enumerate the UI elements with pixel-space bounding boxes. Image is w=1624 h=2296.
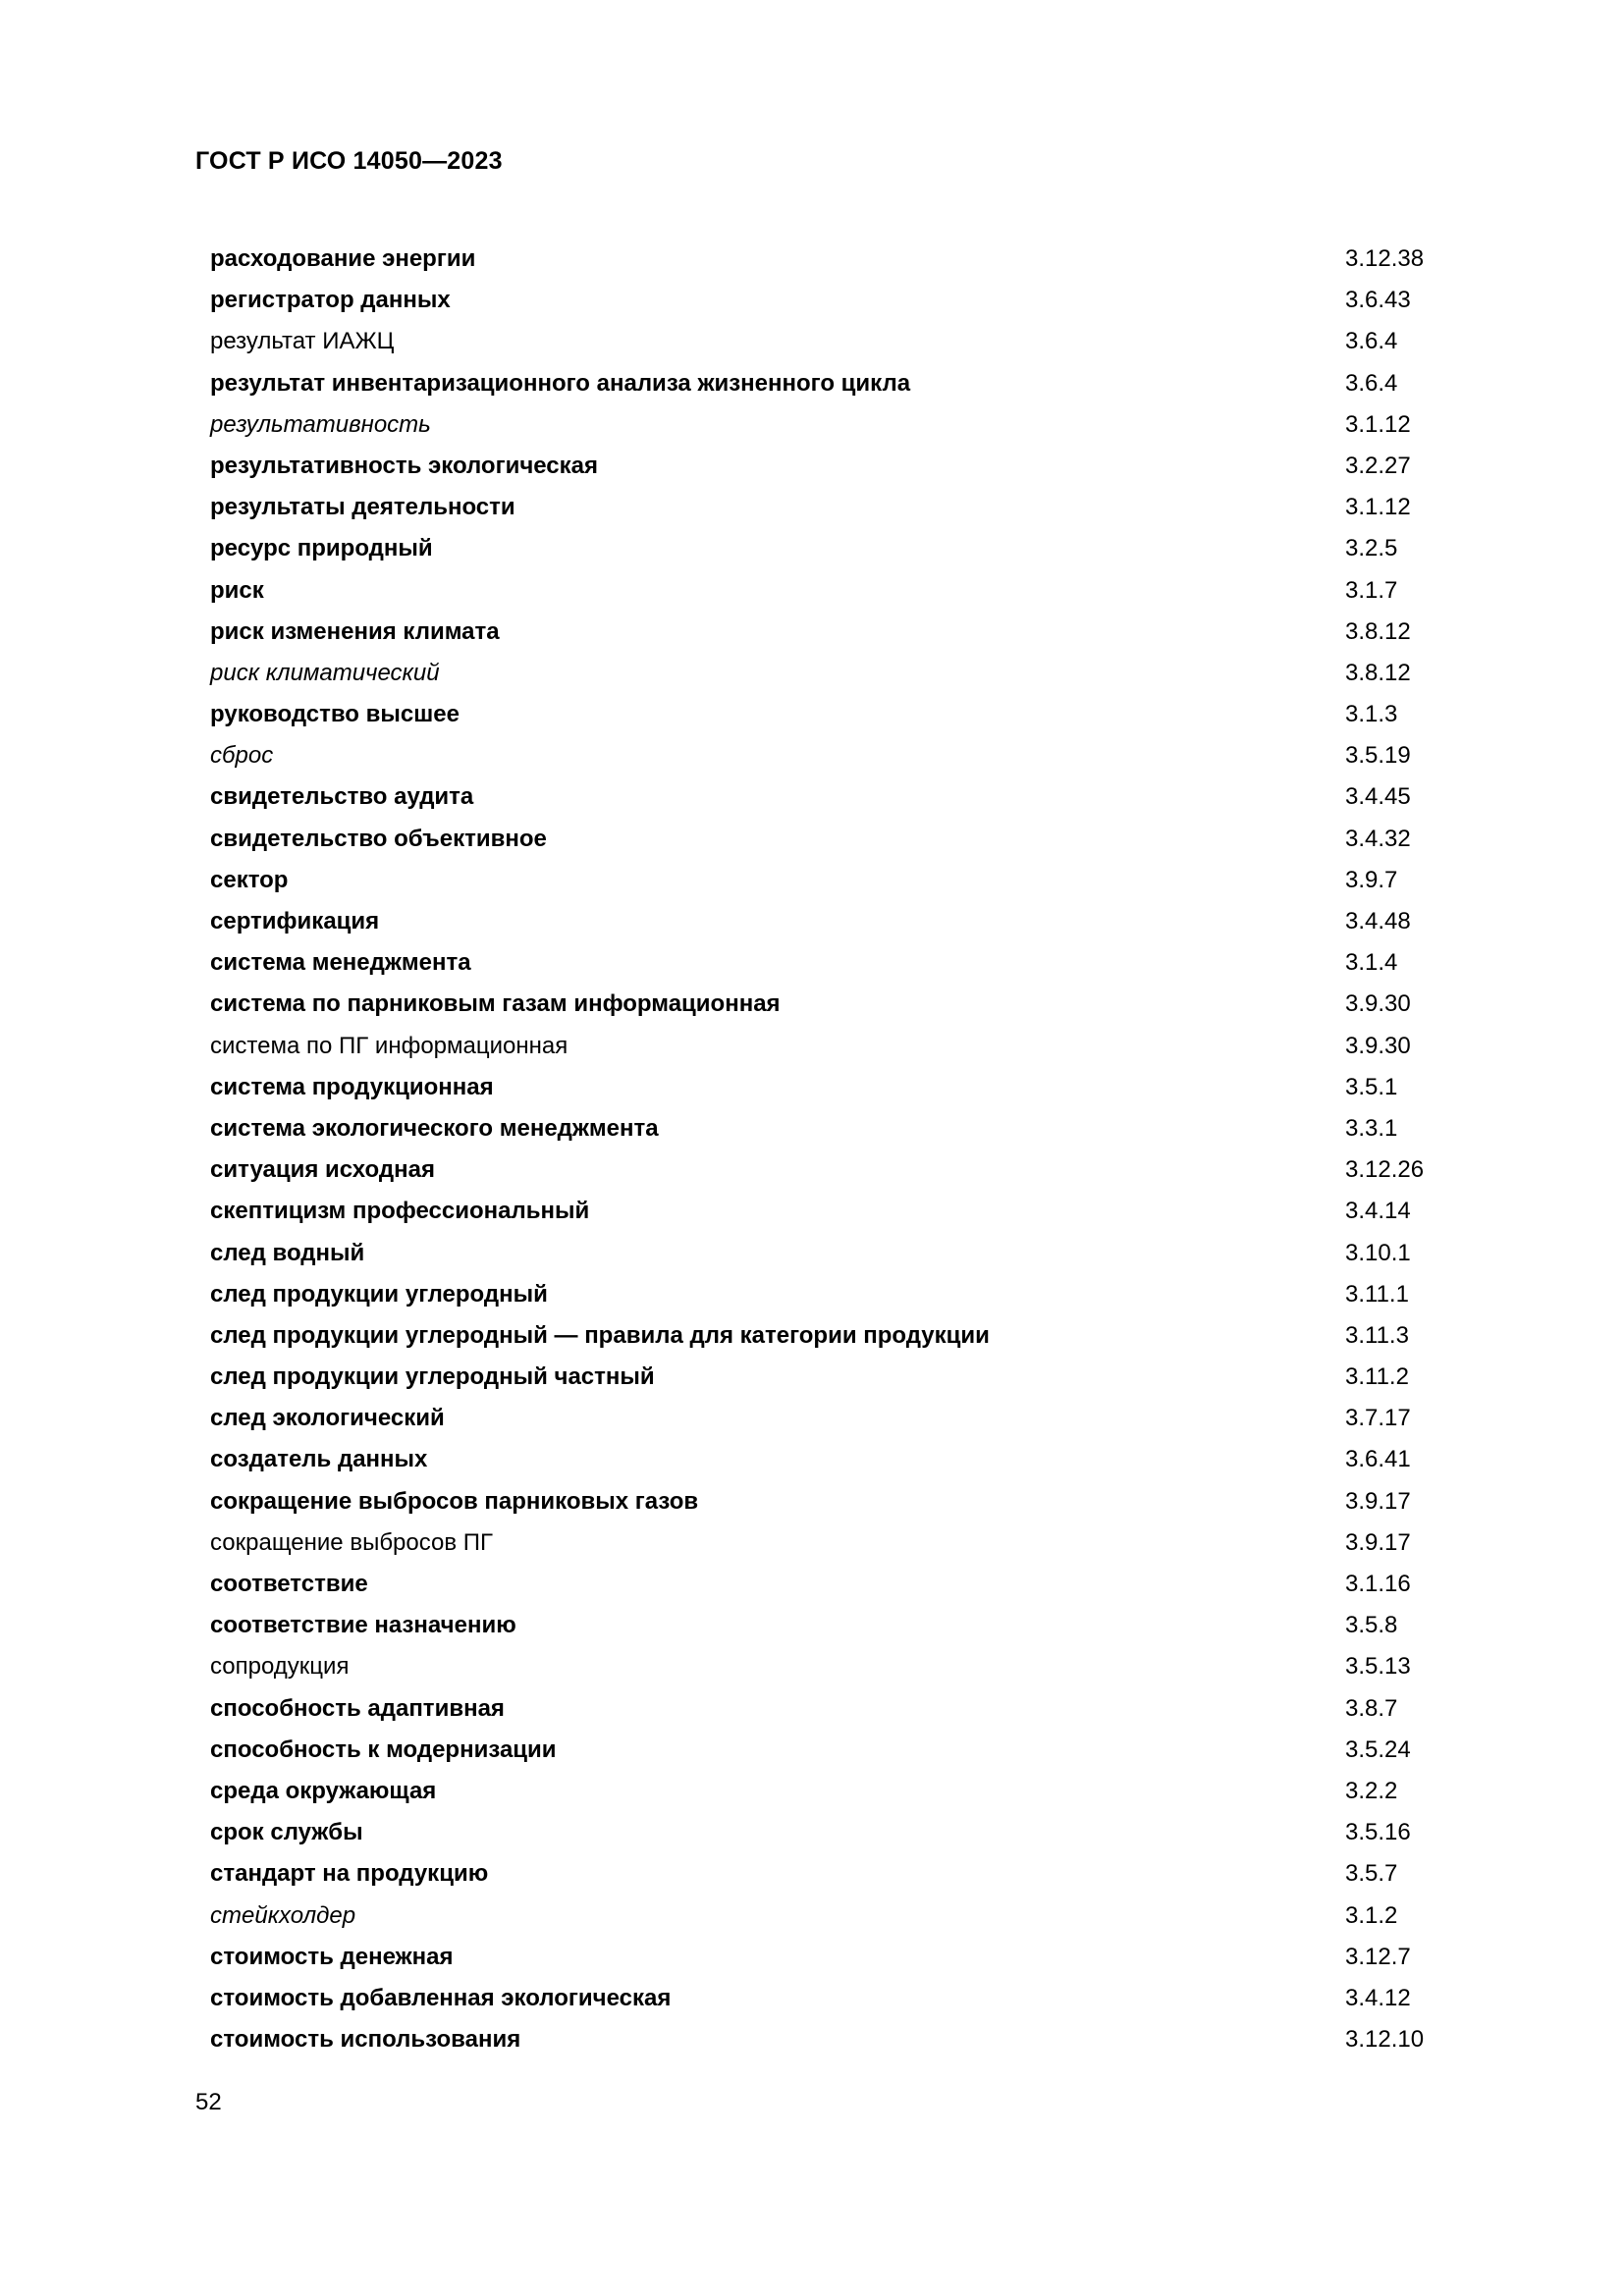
index-entry — [0, 901, 1624, 942]
index-term: результат ИАЖЦ — [210, 328, 395, 355]
index-reference-number: 3.1.12 — [1345, 410, 1411, 438]
index-entry — [0, 487, 1624, 528]
index-entry — [0, 942, 1624, 984]
index-reference-number: 3.1.3 — [1345, 701, 1398, 728]
index-term: сокращение выбросов ПГ — [210, 1528, 494, 1556]
index-term: способность адаптивная — [210, 1694, 505, 1722]
index-reference-number: 3.3.1 — [1345, 1114, 1398, 1142]
index-reference-number: 3.11.3 — [1345, 1321, 1409, 1349]
index-reference-number: 3.1.2 — [1345, 1901, 1398, 1929]
index-term: свидетельство объективное — [210, 825, 547, 852]
index-term: сектор — [210, 866, 289, 893]
index-entry — [0, 860, 1624, 901]
index-term: результаты деятельности — [210, 494, 515, 521]
index-reference-number: 3.4.12 — [1345, 1984, 1411, 2011]
index-entry — [0, 694, 1624, 735]
index-term: риск изменения климата — [210, 617, 500, 645]
index-reference-number: 3.5.7 — [1345, 1860, 1398, 1888]
index-term: риск климатический — [210, 659, 440, 686]
index-reference-number: 3.2.2 — [1345, 1777, 1398, 1804]
index-entry — [0, 1937, 1624, 1978]
index-term: система по ПГ информационная — [210, 1032, 568, 1059]
index-entry — [0, 1688, 1624, 1730]
index-term: система продукционная — [210, 1073, 494, 1100]
index-entry — [0, 1149, 1624, 1191]
index-reference-number: 3.11.2 — [1345, 1363, 1409, 1391]
index-reference-number: 3.12.10 — [1345, 2026, 1425, 2054]
term-index-list — [0, 239, 1624, 2060]
index-entry — [0, 1439, 1624, 1480]
index-reference-number: 3.9.17 — [1345, 1528, 1411, 1556]
index-term: срок службы — [210, 1819, 363, 1846]
index-term: регистратор данных — [210, 287, 451, 314]
index-reference-number: 3.12.7 — [1345, 1943, 1411, 1970]
index-term: след продукции углеродный — [210, 1280, 548, 1308]
index-reference-number: 3.1.7 — [1345, 576, 1398, 604]
index-term: сброс — [210, 742, 274, 770]
index-reference-number: 3.5.13 — [1345, 1653, 1411, 1681]
index-term: руководство высшее — [210, 701, 460, 728]
index-term: сокращение выбросов парниковых газов — [210, 1487, 699, 1515]
index-reference-number: 3.4.14 — [1345, 1198, 1411, 1225]
index-reference-number: 3.5.1 — [1345, 1073, 1398, 1100]
index-term: способность к модернизации — [210, 1735, 557, 1763]
index-term: создатель данных — [210, 1446, 428, 1473]
index-term: риск — [210, 576, 264, 604]
index-term: след экологический — [210, 1405, 445, 1432]
index-term: система по парниковым газам информационная — [210, 990, 781, 1018]
index-term: скептицизм профессиональный — [210, 1198, 590, 1225]
index-entry — [0, 321, 1624, 362]
index-reference-number: 3.1.4 — [1345, 949, 1398, 977]
index-reference-number: 3.6.4 — [1345, 328, 1398, 355]
index-term: сертификация — [210, 908, 380, 934]
index-reference-number: 3.5.19 — [1345, 742, 1411, 770]
document-header: ГОСТ Р ИСО 14050—2023 — [195, 147, 503, 175]
index-term: стейкхолдер — [210, 1901, 356, 1929]
index-entry — [0, 612, 1624, 653]
index-entry — [0, 570, 1624, 612]
index-reference-number: 3.6.4 — [1345, 369, 1398, 397]
index-term: стоимость использования — [210, 2026, 521, 2054]
index-entry — [0, 1812, 1624, 1853]
index-term: система экологического менеджмента — [210, 1114, 659, 1142]
index-entry — [0, 819, 1624, 860]
index-term: результативность экологическая — [210, 452, 599, 479]
index-reference-number: 3.1.12 — [1345, 494, 1411, 521]
index-reference-number: 3.1.16 — [1345, 1571, 1411, 1597]
index-term: соответствие назначению — [210, 1612, 516, 1639]
index-entry — [0, 1646, 1624, 1687]
index-term: ресурс природный — [210, 535, 433, 562]
index-entry — [0, 2019, 1624, 2060]
index-term: расходование энергии — [210, 245, 476, 272]
index-entry — [0, 1730, 1624, 1771]
index-reference-number: 3.8.12 — [1345, 659, 1411, 686]
index-reference-number: 3.5.8 — [1345, 1612, 1398, 1639]
index-reference-number: 3.2.27 — [1345, 452, 1411, 479]
index-term: результативность — [210, 410, 431, 438]
index-reference-number: 3.8.7 — [1345, 1694, 1398, 1722]
index-term: сопродукция — [210, 1653, 350, 1681]
index-reference-number: 3.4.45 — [1345, 783, 1411, 811]
index-entry — [0, 776, 1624, 818]
index-entry — [0, 1564, 1624, 1605]
index-reference-number: 3.6.41 — [1345, 1446, 1411, 1473]
index-term: результат инвентаризационного анализа жизненного цикла — [210, 369, 911, 397]
index-reference-number: 3.9.30 — [1345, 1032, 1411, 1059]
index-reference-number: 3.12.38 — [1345, 245, 1425, 272]
index-entry — [0, 1481, 1624, 1522]
index-reference-number: 3.7.17 — [1345, 1405, 1411, 1432]
index-entry — [0, 1108, 1624, 1149]
index-term: свидетельство аудита — [210, 783, 474, 811]
index-entry — [0, 528, 1624, 569]
index-entry — [0, 1026, 1624, 1067]
index-entry — [0, 1315, 1624, 1357]
index-reference-number: 3.5.24 — [1345, 1735, 1411, 1763]
index-entry — [0, 239, 1624, 280]
index-term: стандарт на продукцию — [210, 1860, 489, 1888]
index-reference-number: 3.9.7 — [1345, 866, 1398, 893]
index-entry — [0, 984, 1624, 1025]
index-entry — [0, 735, 1624, 776]
index-reference-number: 3.4.32 — [1345, 825, 1411, 852]
index-entry — [0, 653, 1624, 694]
index-term: след продукции углеродный частный — [210, 1363, 655, 1391]
index-term: стоимость добавленная экологическая — [210, 1984, 672, 2011]
index-entry — [0, 1357, 1624, 1398]
index-reference-number: 3.9.30 — [1345, 990, 1411, 1018]
index-entry — [0, 1605, 1624, 1646]
index-entry — [0, 1771, 1624, 1812]
index-entry — [0, 446, 1624, 487]
index-entry — [0, 1398, 1624, 1439]
index-term: след водный — [210, 1239, 365, 1266]
index-term: ситуация исходная — [210, 1156, 435, 1184]
index-term: соответствие — [210, 1571, 368, 1597]
index-reference-number: 3.12.26 — [1345, 1156, 1425, 1184]
index-reference-number: 3.4.48 — [1345, 908, 1411, 934]
index-entry — [0, 1853, 1624, 1895]
index-reference-number: 3.11.1 — [1345, 1280, 1409, 1308]
index-term: след продукции углеродный — правила для категории продукции — [210, 1321, 990, 1349]
index-reference-number: 3.5.16 — [1345, 1819, 1411, 1846]
index-entry — [0, 1233, 1624, 1274]
index-entry — [0, 1522, 1624, 1564]
index-reference-number: 3.8.12 — [1345, 617, 1411, 645]
index-entry — [0, 363, 1624, 404]
index-entry — [0, 1896, 1624, 1937]
index-entry — [0, 1978, 1624, 2019]
index-entry — [0, 1274, 1624, 1315]
index-reference-number: 3.9.17 — [1345, 1487, 1411, 1515]
index-term: стоимость денежная — [210, 1943, 454, 1970]
index-entry — [0, 1191, 1624, 1232]
index-entry — [0, 1067, 1624, 1108]
page-number: 52 — [195, 2089, 222, 2115]
index-term: среда окружающая — [210, 1777, 437, 1804]
index-entry — [0, 404, 1624, 446]
index-term: система менеджмента — [210, 949, 471, 977]
index-reference-number: 3.2.5 — [1345, 535, 1398, 562]
index-entry — [0, 280, 1624, 321]
index-reference-number: 3.10.1 — [1345, 1239, 1411, 1266]
index-reference-number: 3.6.43 — [1345, 287, 1411, 314]
